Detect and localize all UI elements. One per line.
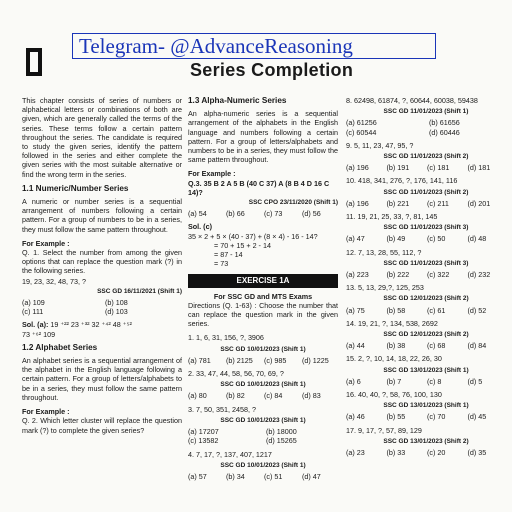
option: (b) 38 (386, 341, 406, 351)
option: (a) 223 (346, 270, 369, 280)
question-source: SSC GD 10/01/2023 (Shift 1) (220, 381, 306, 389)
question-list (346, 96, 506, 457)
option: (b) 108 (105, 298, 128, 308)
solution-line: 73 ⁺⁶² 109 (22, 329, 56, 339)
option: (d) 232 (467, 270, 491, 280)
question-2-text: Q. 2. Which letter cluster will replace the question mark (?) to complete the given series? (22, 416, 182, 435)
option: (a) 46 (346, 412, 365, 422)
solution-line: = 87 - 14 (214, 250, 243, 260)
option: (d) 84 (467, 341, 487, 351)
option: (d) 201 (467, 198, 491, 208)
question-item: 11. 19, 21, 25, 33, ?, 81, 145 (346, 212, 438, 222)
for-example-label: For Example : (22, 407, 70, 417)
question-3-options (188, 209, 338, 218)
option: (a) 6 (346, 376, 361, 386)
for-example-label: For Example : (188, 169, 236, 179)
solution-line: = 73 (214, 259, 229, 269)
column-left (22, 96, 182, 440)
option: (d) 5 (467, 376, 483, 386)
option: (c) 985 (264, 355, 287, 365)
question-options (346, 118, 506, 136)
question-item: 9. 5, 11, 23, 47, 95, ? (346, 140, 414, 150)
option: (b) 7 (386, 376, 402, 386)
option: (b) 33 (386, 448, 406, 458)
option: (c) 50 (427, 234, 446, 244)
option: (b) 18000 (266, 427, 297, 437)
question-item: 8. 62498, 61874, ?, 60644, 60038, 59438 (346, 96, 478, 105)
question-3-source: SSC CPO 23/11/2020 (Shift 1) (248, 199, 338, 207)
question-item: 2. 33, 47, 44, 58, 56, 70, 69, ? (188, 369, 284, 379)
chapter-logo (26, 48, 42, 76)
question-source: SSC GD 10/01/2023 (Shift 1) (220, 461, 306, 469)
option: (c) 70 (427, 412, 446, 422)
question-source: SSC GD 11/01/2023 (Shift 1) (383, 108, 469, 116)
option: (c) 322 (427, 270, 450, 280)
option: (b) 2125 (226, 355, 253, 365)
option: (b) 221 (386, 198, 410, 208)
question-list (188, 333, 338, 481)
option: (c) 51 (264, 471, 283, 481)
option: (a) 75 (346, 305, 365, 315)
question-item: 15. 2, ?, 10, 14, 18, 22, 26, 30 (346, 354, 442, 364)
page-title: Series Completion (190, 60, 354, 80)
option: (b) 82 (226, 391, 245, 401)
question-item: 10. 418, 341, 276, ?, 176, 141, 116 (346, 176, 458, 186)
option: (a) 109 (22, 298, 45, 308)
question-source: SSC GD 12/01/2023 (Shift 2) (383, 295, 469, 303)
question-options (346, 306, 506, 315)
option: (b) 61656 (429, 118, 460, 128)
question-options (346, 341, 506, 350)
option: (d) 52 (467, 305, 487, 315)
option: (a) 196 (346, 198, 369, 208)
question-item: 12. 7, 13, 28, 55, 112, ? (346, 247, 422, 257)
option: (d) 1225 (302, 355, 329, 365)
directions: Directions (Q. 1-63) : Choose the number that can replace the question mark in the given series. (188, 300, 338, 329)
option: (d) 181 (467, 163, 491, 173)
option: (b) 222 (386, 270, 410, 280)
option: (b) 66 (226, 209, 245, 219)
option: (a) 57 (188, 471, 207, 481)
option: (a) 54 (188, 209, 207, 219)
option: (c) 13582 (188, 436, 219, 446)
numeric-series-paragraph: A numeric or number series is a sequential arrangement of numbers following a certain pattern. For a group of numbers to be in a series, they must follow the same pattern throughout. (22, 197, 182, 234)
option: (d) 45 (467, 412, 487, 422)
question-item: 14. 19, 21, ?, 134, 538, 2692 (346, 318, 438, 328)
question-options (346, 412, 506, 421)
question-options (346, 270, 506, 279)
question-source: SSC GD 11/01/2023 (Shift 2) (383, 188, 469, 196)
alphanumeric-paragraph: An alpha-numeric series is a sequential arrangement of the alphabets in the English language and numbers following a certain pattern. For a group of letters/alphabets and numbers to be in a series, they must follow the same pattern throughout. (188, 109, 338, 165)
question-3-text: Q.3. 35 B 2 A 5 B (40 C 37) A (8 B 4 D 16 C 14)? (188, 178, 330, 197)
solution-line: = 70 + 15 + 2 - 14 (214, 240, 271, 250)
question-options (188, 356, 338, 365)
question-source: SSC GD 10/01/2023 (Shift 1) (220, 345, 306, 353)
question-options (188, 391, 338, 400)
option: (c) 111 (22, 307, 44, 317)
telegram-banner: Telegram- @AdvanceReasoning (72, 33, 436, 59)
option: (d) 47 (302, 471, 321, 481)
solution-1 (22, 320, 182, 329)
section-heading-numeric: 1.1 Numeric/Number Series (22, 183, 129, 193)
question-item: 16. 40, 40, ?, 58, 76, 100, 130 (346, 390, 442, 400)
question-1-source: SSC GD 16/11/2021 (Shift 1) (97, 287, 182, 295)
solution-line: 35 × 2 + 5 × (40 - 37) + (8 × 4) - 16 - 14? (188, 231, 318, 241)
solution-label: Sol. (a): (22, 320, 49, 330)
question-source: SSC GD 11/01/2023 (Shift 3) (383, 224, 469, 232)
question-options (346, 377, 506, 386)
question-options (188, 427, 338, 445)
question-item: 3. 7, 50, 351, 2458, ? (188, 404, 256, 414)
question-source: SSC GD 13/01/2023 (Shift 1) (383, 402, 469, 410)
option: (b) 191 (386, 163, 410, 173)
option: (c) 8 (427, 376, 442, 386)
option: (a) 44 (346, 341, 365, 351)
question-source: SSC GD 11/01/2023 (Shift 3) (383, 259, 469, 267)
question-options (346, 234, 506, 243)
exercise-subtitle: For SSC GD and MTS Exams (213, 291, 313, 301)
question-source: SSC GD 13/01/2023 (Shift 2) (383, 437, 469, 445)
option: (b) 58 (386, 305, 406, 315)
question-item: 13. 5, 13, 29,?, 125, 253 (346, 283, 424, 293)
option: (d) 103 (105, 307, 128, 317)
option: (d) 35 (467, 448, 487, 458)
intro-paragraph: This chapter consists of series of numbers or alphabetical letters or combinations of both are given, which are generally called the terms of the series. These terms follow a certain pattern throughout the series. The candidate is required to study the given series, identify the pattern followed in the series and either complete the given series with the most suitable alternative or find the wrong term in the series. (22, 96, 182, 179)
question-item: 17. 9, 17, ?, 57, 89, 129 (346, 425, 422, 435)
for-example-label: For Example : (22, 238, 70, 248)
option: (c) 20 (427, 448, 446, 458)
solution-label: Sol. (c) (188, 222, 212, 232)
option: (a) 781 (188, 355, 211, 365)
question-source: SSC GD 10/01/2023 (Shift 1) (220, 416, 306, 424)
option: (a) 23 (346, 448, 365, 458)
question-source: SSC GD 12/01/2023 (Shift 2) (383, 331, 469, 339)
question-1-options (22, 298, 182, 316)
column-middle (188, 96, 338, 485)
option: (c) 68 (427, 341, 446, 351)
question-item: 1. 1, 6, 31, 156, ?, 3906 (188, 333, 264, 343)
option: (c) 73 (264, 209, 283, 219)
option: (b) 55 (386, 412, 406, 422)
question-1-series: 19, 23, 32, 48, 73, ? (22, 276, 86, 286)
question-options (346, 448, 506, 457)
option: (a) 196 (346, 163, 369, 173)
option: (c) 181 (427, 163, 450, 173)
option: (b) 34 (226, 471, 245, 481)
option: (d) 60446 (429, 127, 460, 137)
option: (d) 56 (302, 209, 321, 219)
option: (a) 80 (188, 391, 207, 401)
alphabet-series-paragraph: An alphabet series is a sequential arrangement of the alphabet in the English language following a certain pattern. For a group of letters/alphabets to be in a series, they must follow the same pattern throughout. (22, 356, 182, 402)
option: (d) 15265 (266, 436, 297, 446)
question-item: 4. 7, 17, ?, 137, 407, 1217 (188, 449, 272, 459)
question-1-text: Q. 1. Select the number from among the given options that can replace the question mark (?) in the following series. (22, 248, 182, 276)
question-source: SSC GD 11/01/2023 (Shift 2) (383, 153, 469, 161)
option: (c) 211 (427, 198, 449, 208)
exercise-heading: EXERCISE 1A (188, 274, 338, 287)
option: (b) 49 (386, 234, 406, 244)
option: (a) 61256 (346, 118, 377, 128)
question-options (188, 472, 338, 481)
option: (a) 47 (346, 234, 365, 244)
question-source: SSC GD 13/01/2023 (Shift 1) (383, 366, 469, 374)
question-options (346, 199, 506, 208)
option: (c) 84 (264, 391, 283, 401)
option: (c) 61 (427, 305, 446, 315)
option: (d) 48 (467, 234, 487, 244)
section-heading-alphabet: 1.2 Alphabet Series (22, 342, 98, 352)
column-right (346, 96, 506, 461)
option: (c) 60544 (346, 127, 377, 137)
question-options (346, 163, 506, 172)
section-heading-alphanumeric: 1.3 Alpha-Numeric Series (188, 96, 287, 105)
solution-line: 19 ⁺²² 23 ⁺³² 32 ⁺⁴² 48 ⁺⁵² (50, 320, 132, 330)
option: (d) 83 (302, 391, 321, 401)
option: (a) 17207 (188, 427, 219, 437)
